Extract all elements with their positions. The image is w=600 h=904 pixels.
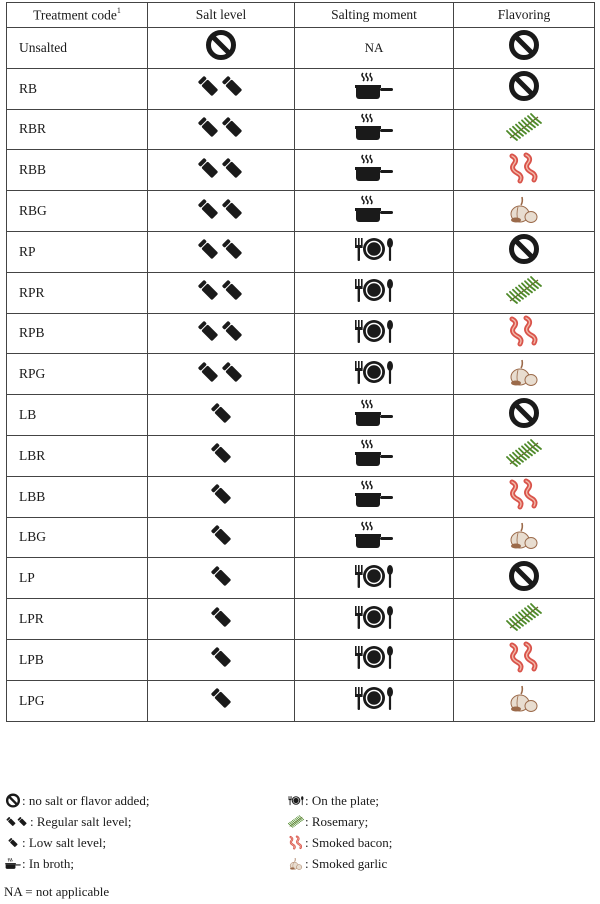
table-row: [7, 599, 595, 640]
salting-moment-cell: [295, 395, 454, 436]
plate-cutlery-icon: [351, 641, 397, 673]
salt-level-cell: [148, 476, 295, 517]
salting-moment-cell: [295, 435, 454, 476]
low-salt-icon: [205, 641, 237, 673]
salt-level-cell: [148, 680, 295, 721]
no-symbol-icon: [205, 29, 237, 61]
treatment-code-cell: RBB: [7, 150, 148, 191]
salt-level-cell: [148, 599, 295, 640]
plate-cutlery-icon: [351, 233, 397, 265]
legend-item: [287, 832, 392, 853]
flavoring-cell: [454, 354, 595, 395]
plate-cutlery-icon: [351, 315, 397, 347]
garlic-icon: [504, 193, 544, 225]
salting-moment-cell: [295, 191, 454, 232]
no-symbol-icon: [4, 793, 22, 808]
rosemary-icon: [504, 601, 544, 633]
legend-item: [4, 811, 149, 832]
salt-level-cell: [148, 313, 295, 354]
treatment-code-cell: RPR: [7, 272, 148, 313]
table-row: [7, 639, 595, 680]
plate-cutlery-icon: [351, 274, 397, 306]
regular-salt-icon: [193, 152, 249, 184]
cooking-pot-icon: [352, 111, 396, 143]
no-symbol-icon: [508, 560, 540, 592]
flavoring-cell: [454, 109, 595, 150]
flavoring-cell: [454, 150, 595, 191]
regular-salt-icon: [193, 193, 249, 225]
treatment-code-cell: RPG: [7, 354, 148, 395]
treatment-code-cell: LP: [7, 558, 148, 599]
cooking-pot-icon: [352, 437, 396, 469]
salting-moment-cell: [295, 476, 454, 517]
rosemary-icon: [504, 111, 544, 143]
low-salt-icon: [205, 478, 237, 510]
salt-level-cell: [148, 231, 295, 272]
garlic-icon: [504, 519, 544, 551]
plate-cutlery-icon: [351, 356, 397, 388]
regular-salt-icon: [193, 356, 249, 388]
cooking-pot-icon: [4, 856, 22, 871]
table-row: [7, 558, 595, 599]
low-salt-icon: [205, 437, 237, 469]
salt-level-cell: [148, 272, 295, 313]
flavoring-cell: [454, 272, 595, 313]
header-treatment-code: Treatment code$^1$: [7, 3, 148, 28]
regular-salt-icon: [193, 70, 249, 102]
footnote-marker: 1: [116, 5, 121, 15]
legend-column-left: [4, 790, 149, 874]
salting-moment-cell: [295, 354, 454, 395]
legend-text: : Low salt level;: [22, 834, 107, 850]
plate-cutlery-icon: [351, 560, 397, 592]
flavoring-cell: [454, 558, 595, 599]
salt-level-cell: [148, 191, 295, 232]
flavoring-cell: [454, 395, 595, 436]
salting-moment-cell: [295, 313, 454, 354]
regular-salt-icon: [193, 233, 249, 265]
regular-salt-icon: [4, 814, 30, 829]
flavoring-cell: [454, 476, 595, 517]
no-symbol-icon: [508, 397, 540, 429]
table-row: [7, 109, 595, 150]
plate-cutlery-icon: [287, 793, 305, 808]
rosemary-icon: [504, 437, 544, 469]
legend-column-right: [287, 790, 392, 874]
table-row: [7, 28, 595, 69]
plate-cutlery-icon: [351, 682, 397, 714]
salting-moment-cell: [295, 231, 454, 272]
salting-moment-cell: NA: [295, 28, 454, 69]
cooking-pot-icon: [352, 70, 396, 102]
legend-item: [4, 790, 149, 811]
bacon-icon: [504, 152, 544, 184]
treatment-code-cell: RP: [7, 231, 148, 272]
legend-text: : On the plate;: [305, 792, 380, 808]
header-salt-level: Salt level: [148, 3, 295, 28]
table-row: [7, 476, 595, 517]
salt-level-cell: [148, 517, 295, 558]
table-row: [7, 68, 595, 109]
treatment-code-cell: LPR: [7, 599, 148, 640]
salt-level-cell: [148, 558, 295, 599]
table-row: [7, 354, 595, 395]
low-salt-icon: [205, 682, 237, 714]
low-salt-icon: [205, 601, 237, 633]
cooking-pot-icon: [352, 478, 396, 510]
flavoring-cell: [454, 313, 595, 354]
no-symbol-icon: [508, 29, 540, 61]
table-row: [7, 272, 595, 313]
plate-cutlery-icon: [351, 601, 397, 633]
legend-text: : In broth;: [22, 855, 74, 871]
salting-moment-cell: [295, 639, 454, 680]
no-symbol-icon: [508, 70, 540, 102]
legend-text: : Rosemary;: [305, 813, 369, 829]
salting-moment-cell: [295, 150, 454, 191]
cooking-pot-icon: [352, 193, 396, 225]
garlic-icon: [504, 682, 544, 714]
regular-salt-icon: [193, 274, 249, 306]
legend-text: : Smoked bacon;: [305, 834, 393, 850]
rosemary-icon: [504, 274, 544, 306]
flavoring-cell: [454, 517, 595, 558]
regular-salt-icon: [193, 111, 249, 143]
treatment-code-cell: LBB: [7, 476, 148, 517]
salting-moment-cell: [295, 558, 454, 599]
cooking-pot-icon: [352, 519, 396, 551]
table-header-row: [7, 3, 595, 28]
salting-moment-cell: [295, 68, 454, 109]
flavoring-cell: [454, 680, 595, 721]
table-row: [7, 395, 595, 436]
rosemary-icon: [287, 814, 305, 829]
low-salt-icon: [205, 397, 237, 429]
salting-moment-cell: [295, 109, 454, 150]
low-salt-icon: [205, 519, 237, 551]
table-row: [7, 191, 595, 232]
header-salting-moment: Salting moment: [295, 3, 454, 28]
salt-level-cell: [148, 68, 295, 109]
treatment-table: [6, 2, 595, 722]
salt-level-cell: [148, 150, 295, 191]
treatment-code-cell: LPB: [7, 639, 148, 680]
legend-item: [287, 811, 392, 832]
bacon-icon: [504, 478, 544, 510]
regular-salt-icon: [193, 315, 249, 347]
header-flavoring: Flavoring: [454, 3, 595, 28]
treatment-code-cell: Unsalted: [7, 28, 148, 69]
flavoring-cell: [454, 191, 595, 232]
bacon-icon: [504, 315, 544, 347]
bacon-icon: [287, 835, 305, 850]
treatment-code-cell: LPG: [7, 680, 148, 721]
legend-item: [287, 790, 392, 811]
salting-moment-cell: [295, 599, 454, 640]
legend-text: : Regular salt level;: [30, 813, 132, 829]
table-row: [7, 435, 595, 476]
no-symbol-icon: [508, 233, 540, 265]
treatment-code-cell: RBR: [7, 109, 148, 150]
treatment-code-cell: RBG: [7, 191, 148, 232]
garlic-icon: [287, 856, 305, 871]
flavoring-cell: [454, 435, 595, 476]
salt-level-cell: [148, 435, 295, 476]
flavoring-cell: [454, 68, 595, 109]
low-salt-icon: [205, 560, 237, 592]
flavoring-cell: [454, 231, 595, 272]
flavoring-cell: [454, 639, 595, 680]
legend-text: : Smoked garlic: [305, 855, 388, 871]
salt-level-cell: [148, 109, 295, 150]
treatment-code-cell: RPB: [7, 313, 148, 354]
table-row: [7, 680, 595, 721]
cooking-pot-icon: [352, 152, 396, 184]
legend-item: [4, 832, 149, 853]
salt-level-cell: [148, 354, 295, 395]
table-row: [7, 150, 595, 191]
salt-level-cell: [148, 395, 295, 436]
treatment-code-cell: LB: [7, 395, 148, 436]
flavoring-cell: [454, 28, 595, 69]
treatment-code-cell: LBG: [7, 517, 148, 558]
cooking-pot-icon: [352, 397, 396, 429]
flavoring-cell: [454, 599, 595, 640]
table-row: [7, 517, 595, 558]
treatment-code-cell: RB: [7, 68, 148, 109]
salting-moment-cell: [295, 517, 454, 558]
legend-item: [287, 853, 392, 874]
salt-level-cell: [148, 639, 295, 680]
salting-moment-cell: [295, 680, 454, 721]
footnote-na: NA = not applicable: [4, 884, 110, 899]
salt-level-cell: [148, 28, 295, 69]
table-row: [7, 231, 595, 272]
legend-text: : no salt or flavor added;: [22, 792, 150, 808]
legend-item: [4, 853, 149, 874]
bacon-icon: [504, 641, 544, 673]
table-row: [7, 313, 595, 354]
treatment-code-cell: LBR: [7, 435, 148, 476]
garlic-icon: [504, 356, 544, 388]
salting-moment-cell: [295, 272, 454, 313]
low-salt-icon: [4, 835, 22, 850]
